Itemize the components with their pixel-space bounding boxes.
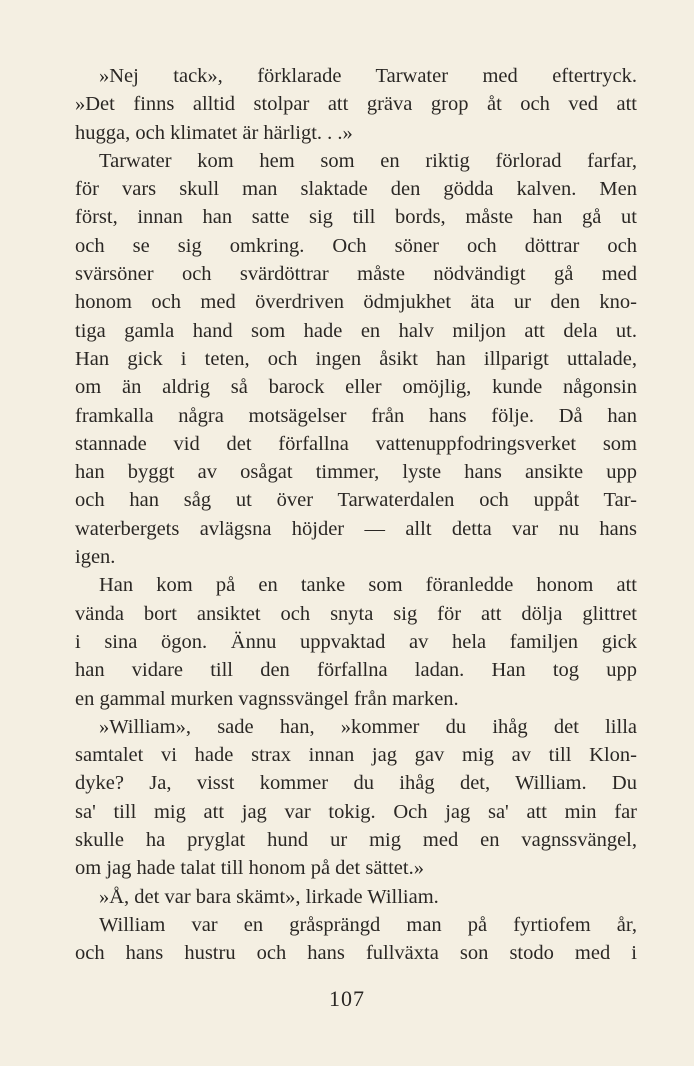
text-line: tiga gamla hand som hade en halv miljon att dela ut. bbox=[75, 319, 637, 342]
text-line: Tarwater kom hem som en riktig förlorad farfar, bbox=[99, 149, 637, 172]
text-line: sa' till mig att jag var tokig. Och jag sa' att min far bbox=[75, 800, 637, 823]
text-line: waterbergets avlägsna höjder — allt detta var nu hans bbox=[75, 517, 637, 540]
text-line: samtalet vi hade strax innan jag gav mig av till Klon- bbox=[75, 744, 637, 767]
text-line: Han kom på en tanke som föranledde honom att bbox=[99, 574, 637, 597]
text-line: han byggt av osågat timmer, lyste hans ansikte upp bbox=[75, 461, 637, 484]
text-line: först, innan han satte sig till bords, måste han gå ut bbox=[75, 206, 637, 229]
text-line: en gammal murken vagnssvängel från marken. bbox=[75, 687, 459, 710]
body-text bbox=[75, 62, 637, 968]
text-line: och se sig omkring. Och söner och döttrar och bbox=[75, 234, 637, 257]
text-line: skulle ha pryglat hund ur mig med en vagnssvängel, bbox=[75, 829, 637, 852]
text-line: Han gick i teten, och ingen åsikt han illparigt uttalade, bbox=[75, 347, 637, 370]
text-line: dyke? Ja, visst kommer du ihåg det, William. Du bbox=[75, 772, 637, 795]
text-line: »Å, det var bara skämt», lirkade William. bbox=[99, 885, 439, 908]
text-line: »Nej tack», förklarade Tarwater med eftertryck. bbox=[99, 65, 637, 87]
text-line: »William», sade han, »kommer du ihåg det lilla bbox=[99, 715, 637, 738]
text-line: igen. bbox=[75, 546, 116, 569]
text-line: stannade vid det förfallna vattenuppfodringsverket som bbox=[75, 432, 637, 455]
text-line: svärsöner och svärdöttrar måste nödvändigt gå med bbox=[75, 263, 637, 286]
text-line: honom och med överdriven ödmjukhet äta ur den kno- bbox=[75, 291, 637, 314]
text-line: »Det finns alltid stolpar att gräva grop åt och ved att bbox=[75, 93, 637, 116]
text-line: vända bort ansiktet och snyta sig för att dölja glittret bbox=[75, 602, 637, 625]
text-line: i sina ögon. Ännu uppvaktad av hela familjen gick bbox=[75, 630, 637, 653]
text-line: och hans hustru och hans fullväxta son stodo med i bbox=[75, 942, 637, 965]
text-line: för vars skull man slaktade den gödda kalven. Men bbox=[75, 178, 637, 201]
page-number: 107 bbox=[329, 986, 365, 1011]
text-line: om än aldrig så barock eller omöjlig, kunde någonsin bbox=[75, 376, 637, 399]
text-line: och han såg ut över Tarwaterdalen och uppåt Tar- bbox=[75, 489, 637, 512]
text-line: William var en gråsprängd man på fyrtiofem år, bbox=[99, 913, 637, 936]
text-line: han vidare till den förfallna ladan. Han tog upp bbox=[75, 659, 637, 682]
text-line: hugga, och klimatet är härligt. . .» bbox=[75, 121, 353, 144]
text-line: framkalla några motsägelser från hans följe. Då han bbox=[75, 404, 637, 427]
text-line: om jag hade talat till honom på det sättet.» bbox=[75, 857, 424, 880]
